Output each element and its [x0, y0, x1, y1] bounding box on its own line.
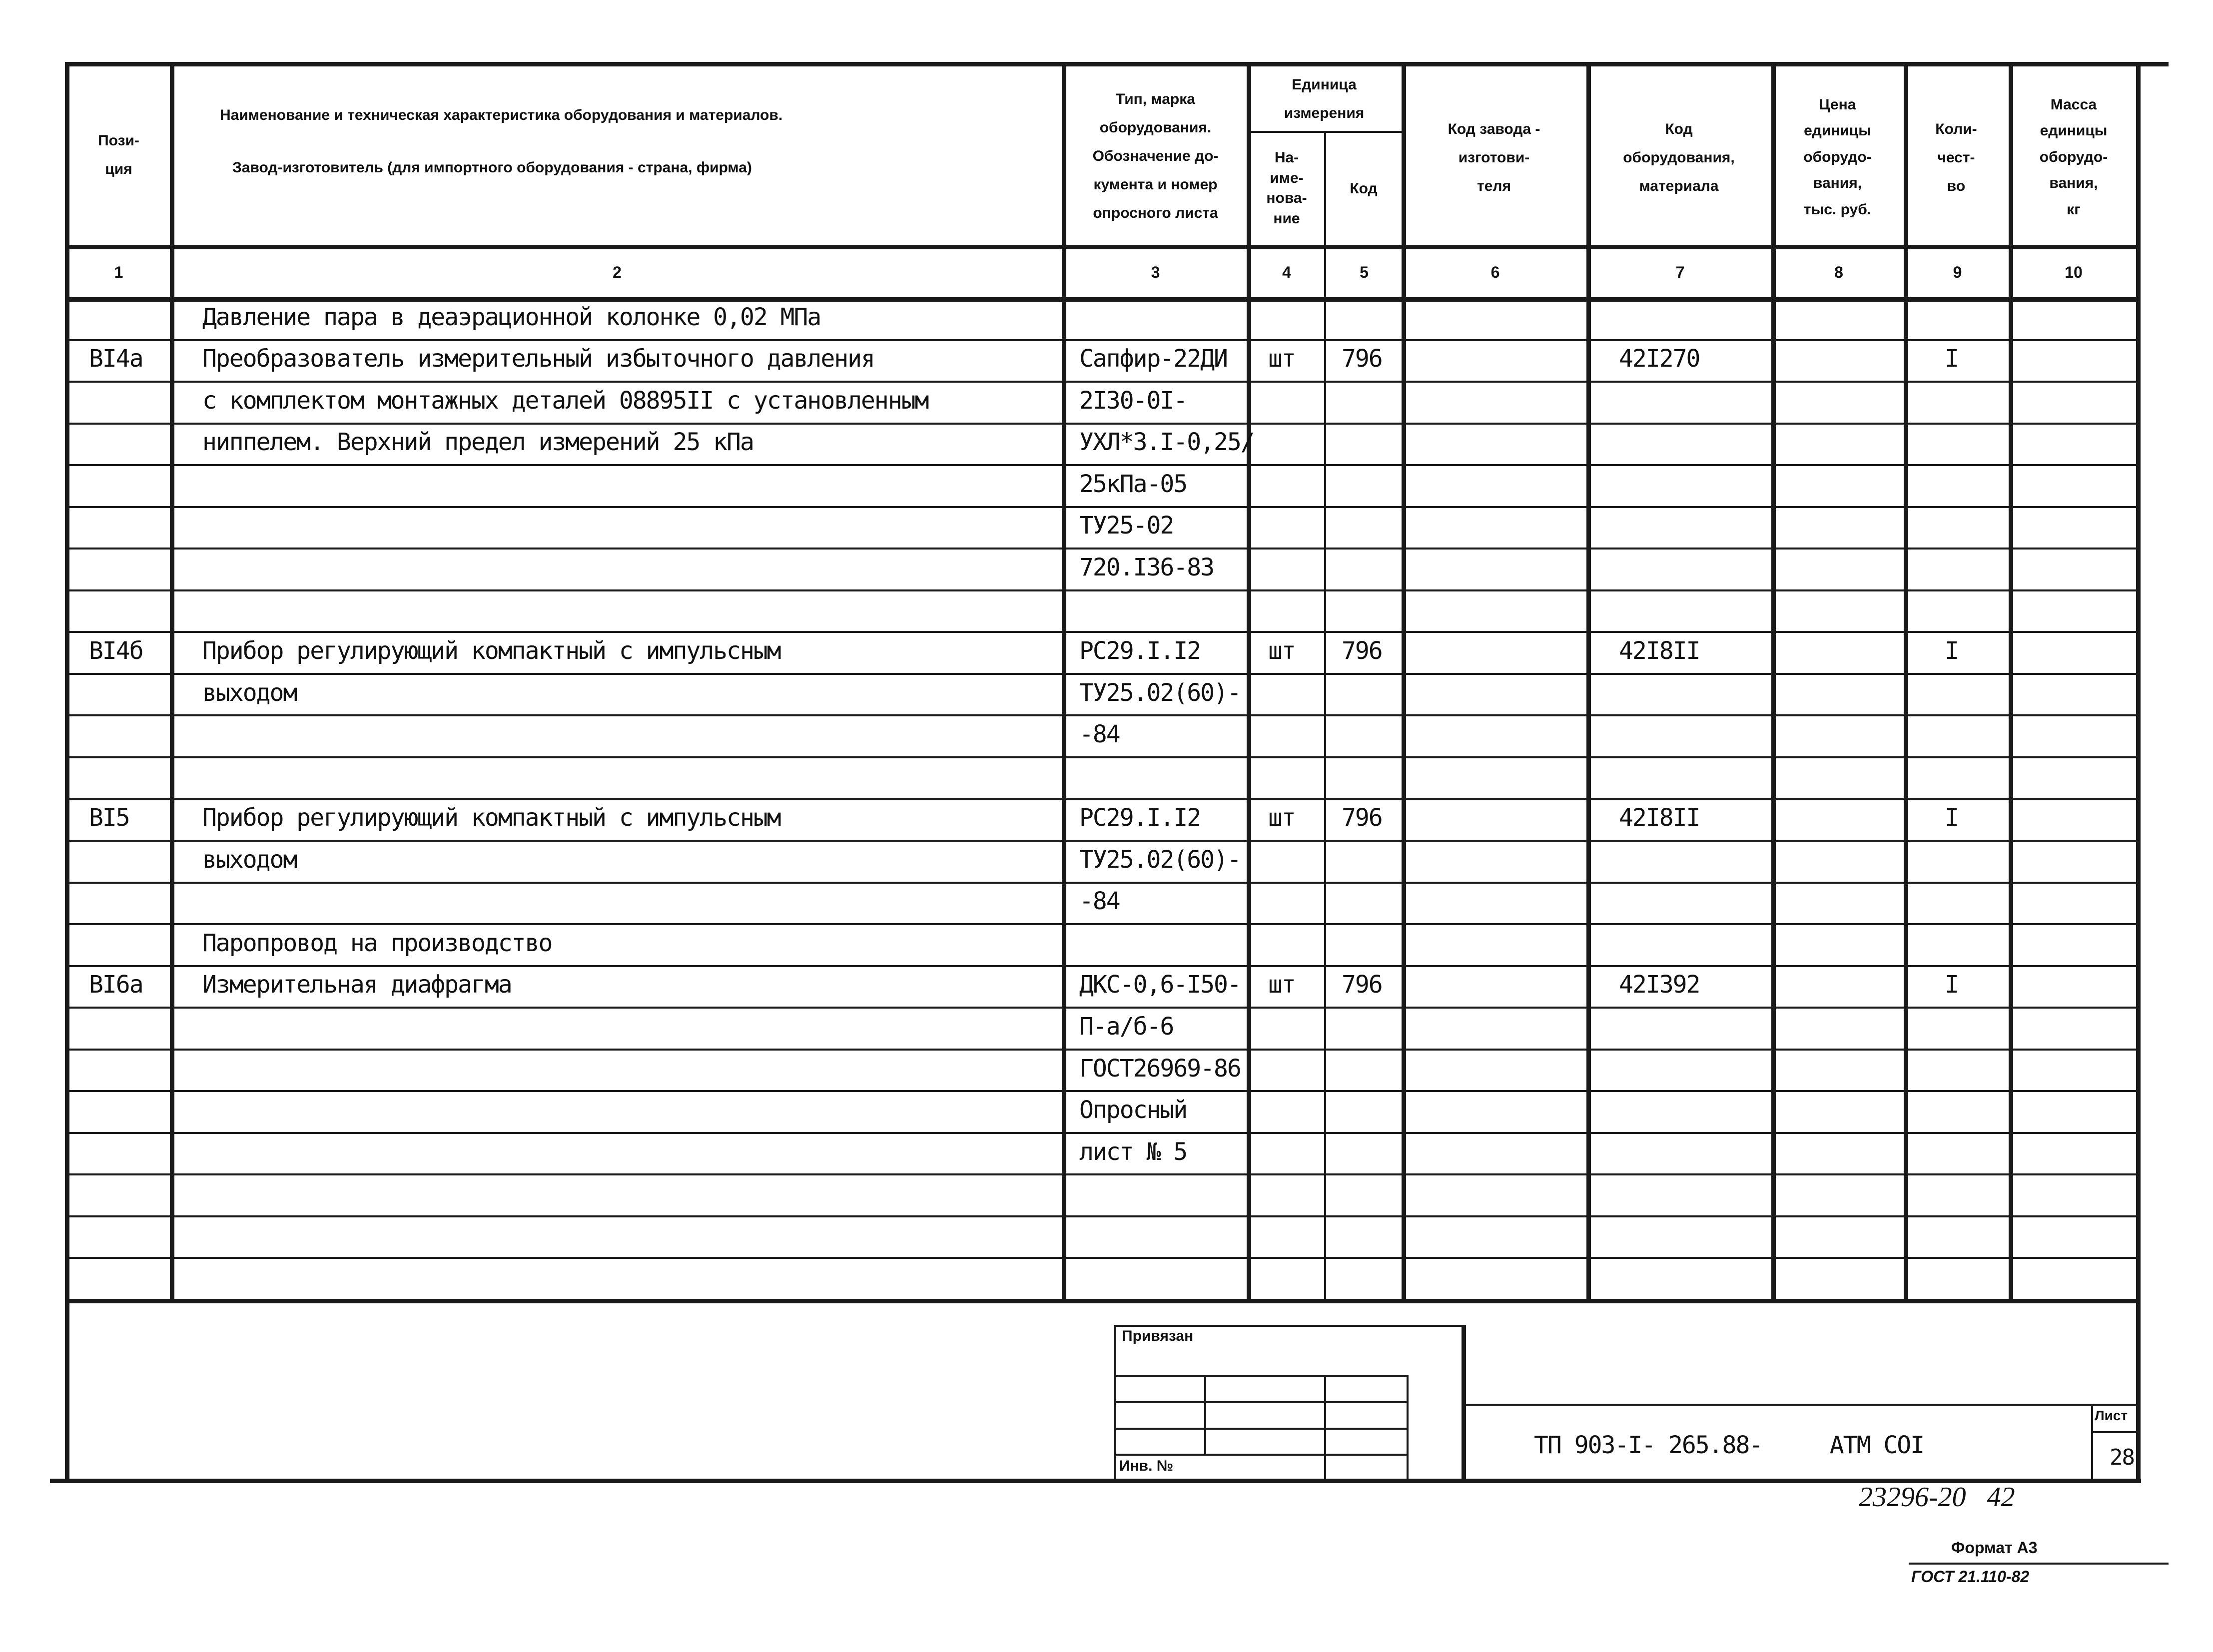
cell-unit-code: 796	[1342, 804, 1382, 832]
cell-quantity: I	[1945, 637, 1958, 665]
cell-position: BI4б	[89, 637, 143, 665]
header-type: Тип, марка оборудования. Обозначение до- кумента и номер опросного листа	[1092, 91, 1219, 221]
cell-name: Давление пара в деаэрационной колонке 0,02 МПа	[202, 303, 821, 331]
cell-unit: шт	[1268, 637, 1295, 665]
cell-name: с комплектом монтажных деталей 08895II с установленным	[202, 387, 928, 415]
colnum-1: 1	[114, 263, 123, 281]
row-divider	[65, 381, 2139, 383]
format-label: Формат А3	[1951, 1539, 2038, 1557]
cell-type: П-а/б-6	[1079, 1013, 1174, 1041]
row-divider	[65, 673, 2139, 675]
cell-type: ТУ25-02	[1079, 512, 1174, 540]
cell-type: 25кПа-05	[1079, 470, 1187, 498]
row-divider	[65, 1090, 2139, 1092]
row-divider	[65, 423, 2139, 425]
cell-type: лист № 5	[1079, 1138, 1187, 1166]
header-unit: Единица измерения	[1284, 76, 1365, 121]
cell-equipment-code: 42I392	[1619, 971, 1700, 999]
cell-name: Паропровод на производство	[202, 929, 552, 957]
header-name-line2: Завод-изготовитель (для импортного оборудования - страна, фирма)	[232, 159, 752, 176]
cell-type: 720.I36-83	[1079, 553, 1214, 581]
colnum-9: 9	[1953, 263, 1962, 281]
row-divider	[65, 464, 2139, 466]
cell-quantity: I	[1945, 804, 1958, 832]
row-divider	[65, 548, 2139, 550]
row-divider	[65, 1049, 2139, 1051]
cell-type: ДКС-0,6-I50-	[1079, 971, 1241, 999]
row-divider	[65, 339, 2139, 341]
cell-name: Прибор регулирующий компактный с импульсным	[202, 804, 780, 832]
header-factory-code: Код завода - изготови- теля	[1448, 120, 1540, 194]
row-divider	[65, 840, 2139, 842]
row-divider	[65, 1215, 2139, 1217]
cell-unit-code: 796	[1342, 345, 1382, 373]
colnum-2: 2	[613, 263, 622, 281]
row-divider	[65, 1007, 2139, 1009]
row-divider	[65, 756, 2139, 758]
row-divider	[65, 923, 2139, 925]
stamp-sheet-label: Лист	[2095, 1408, 2128, 1423]
header-position: Пози- ция	[98, 132, 139, 177]
header-price: Цена единицы оборудо- вания, тыс. руб.	[1803, 96, 1872, 218]
cell-type: УХЛ*3.I-0,25/	[1079, 428, 1254, 456]
row-divider	[65, 714, 2139, 716]
cell-equipment-code: 42I270	[1619, 345, 1700, 373]
cell-equipment-code: 42I8II	[1619, 637, 1700, 665]
cell-type: ТУ25.02(60)-	[1079, 846, 1241, 874]
stamp-inv-no-label: Инв. №	[1119, 1458, 1174, 1474]
header-equipment-code: Код оборудования, материала	[1623, 120, 1735, 194]
stamp-attached-label: Привязан	[1122, 1328, 1194, 1344]
cell-name: выходом	[202, 846, 297, 874]
cell-type: РС29.I.I2	[1079, 804, 1201, 832]
row-divider	[65, 1132, 2139, 1134]
cell-quantity: I	[1945, 971, 1958, 999]
stamp-doc-code: ТП 903-I- 265.88- АТМ СОI	[1534, 1431, 1924, 1459]
row-divider	[65, 1173, 2139, 1175]
cell-type: 2I30-0I-	[1079, 387, 1187, 415]
cell-quantity: I	[1945, 345, 1958, 373]
row-divider	[65, 1257, 2139, 1259]
colnum-3: 3	[1151, 263, 1160, 281]
cell-position: BI5	[89, 804, 129, 832]
cell-unit-code: 796	[1342, 971, 1382, 999]
cell-unit-code: 796	[1342, 637, 1382, 665]
cell-position: BI4а	[89, 345, 143, 373]
cell-type: -84	[1079, 720, 1120, 748]
colnum-7: 7	[1675, 263, 1685, 281]
cell-type: РС29.I.I2	[1079, 637, 1201, 665]
cell-unit: шт	[1268, 971, 1295, 999]
cell-type: ТУ25.02(60)-	[1079, 679, 1241, 707]
colnum-6: 6	[1490, 263, 1500, 281]
handwritten-archive-number: 23296-20 42	[1859, 1482, 2015, 1513]
header-unit-code: Код	[1350, 180, 1378, 197]
cell-name: выходом	[202, 679, 297, 707]
cell-name: Преобразователь измерительный избыточного давления	[202, 345, 874, 373]
row-divider	[65, 631, 2139, 633]
gost-label: ГОСТ 21.110-82	[1911, 1568, 2030, 1586]
cell-equipment-code: 42I8II	[1619, 804, 1700, 832]
cell-position: BI6а	[89, 971, 143, 999]
colnum-10: 10	[2065, 263, 2083, 281]
colnum-4: 4	[1282, 263, 1291, 281]
row-divider	[65, 506, 2139, 508]
row-divider	[65, 589, 2139, 591]
row-divider	[65, 882, 2139, 884]
header-quantity: Коли- чест- во	[1935, 120, 1977, 194]
colnum-5: 5	[1360, 263, 1369, 281]
cell-type: ГОСТ26969-86	[1079, 1055, 1241, 1083]
cell-type: Сапфир-22ДИ	[1079, 345, 1227, 373]
header-mass: Масса единицы оборудо- вания, кг	[2039, 96, 2108, 218]
cell-name: Прибор регулирующий компактный с импульсным	[202, 637, 780, 665]
stamp-sheet-number: 28	[2110, 1445, 2134, 1470]
cell-unit: шт	[1268, 804, 1295, 832]
row-divider	[65, 965, 2139, 967]
header-name-line1: Наименование и техническая характеристика оборудования и материалов.	[220, 106, 783, 123]
cell-type: Опросный	[1079, 1096, 1187, 1124]
header-unit-name: На- име- нова- ние	[1266, 149, 1307, 227]
cell-name: ниппелем. Верхний предел измерений 25 кПа	[202, 428, 753, 456]
row-divider	[65, 798, 2139, 800]
cell-unit: шт	[1268, 345, 1295, 373]
cell-name: Измерительная диафрагма	[202, 971, 512, 999]
cell-type: -84	[1079, 887, 1120, 915]
colnum-8: 8	[1834, 263, 1843, 281]
